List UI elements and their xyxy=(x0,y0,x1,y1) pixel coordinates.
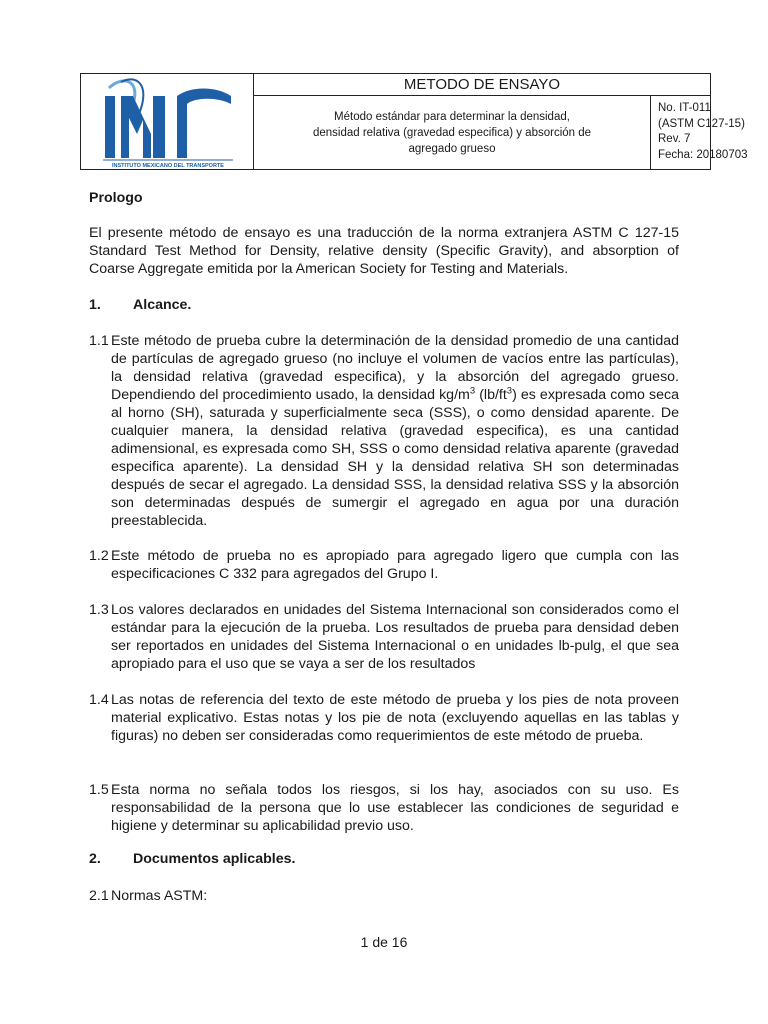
clause-number: 1.5 xyxy=(89,782,109,798)
section-number: 1. xyxy=(89,297,101,313)
clause-text: Este método de prueba no es apropiado para agregado ligero que cumpla con las especificaciones C 332 para agregados del Grupo I. xyxy=(111,548,679,582)
clause-text: Normas ASTM: xyxy=(111,888,208,904)
clause-text: Las notas de referencia del texto de este método de prueba y los pies de nota proveen material explicativo. Estas notas y los pie de nota (excluyendo aquellas en las tablas y figuras) no deben ser consideradas como requerimientos de este método de prueba. xyxy=(111,692,679,744)
clause-number: 1.4 xyxy=(89,692,109,708)
clause-number: 1.3 xyxy=(89,602,109,618)
clause-2-1 xyxy=(89,887,679,905)
page-number: 1 de 16 xyxy=(360,934,408,950)
document-number: No. IT-011 xyxy=(658,102,711,114)
clause-text-part: Este método de prueba cubre la determinación de la densidad promedio de una cantidad de partículas de agregado grueso (no incluye el volumen de vacíos entre las partículas), la densidad relativa (gravedad especifica), y la absorción del agregado grueso. Dependiendo del procedimiento usado, la densidad kg/m xyxy=(111,333,679,403)
imt-logo-mark xyxy=(81,74,254,169)
section-2-heading xyxy=(89,850,295,868)
clause-1-5 xyxy=(89,781,679,835)
revision: Rev. 7 xyxy=(658,133,691,145)
description-line: Método estándar para determinar la densidad, xyxy=(334,111,570,123)
clause-1-1 xyxy=(89,332,679,530)
clause-1-3 xyxy=(89,601,679,673)
clause-number: 1.1 xyxy=(89,333,109,349)
imt-logo xyxy=(81,74,254,169)
date: Fecha: 20180703 xyxy=(658,148,748,161)
document-meta xyxy=(651,96,748,169)
section-1-heading xyxy=(89,296,191,314)
clause-number: 1.2 xyxy=(89,548,109,564)
description-line: densidad relativa (gravedad especifica) y absorción de xyxy=(312,127,592,139)
section-number: 2. xyxy=(89,851,101,867)
clause-1-4 xyxy=(89,691,679,745)
prologo-paragraph: El presente método de ensayo es una traducción de la norma extranjera ASTM C 127-15 Standard Test Method for Density, relative density (Specific Gravity), and absorption of Coarse Aggregate emitida por la American Society for Testing and Materials. xyxy=(89,225,679,277)
svg-text:INSTITUTO MEXICANO DEL TRANSPO: INSTITUTO MEXICANO DEL TRANSPORTE xyxy=(112,163,224,169)
superscript: 3 xyxy=(506,385,513,397)
clause-text-part: ) es expresada como seca al horno (SH), saturada y superficialmente seca (SSS), o como densidad aparente. De cualquier manera, la densidad relativa (gravedad especifica), es una cantidad adimensional, es expresada como SH, SSS o como densidad relativa aparente (gravedad especifica aparente). La densidad SH y la densidad relativa SH son determinadas después de secar el agregado. La densidad SSS, la densidad relativa SSS y la absorción son determinadas después de sumergir el agregado en agua por una duración preestablecida. xyxy=(111,387,679,529)
section-title: Documentos aplicables. xyxy=(133,851,296,867)
document-header-table xyxy=(80,73,748,170)
section-title: Alcance. xyxy=(133,297,192,313)
clause-text: Esta norma no señala todos los riesgos, si los hay, asociados con su uso. Es responsabilidad de la persona que lo use establecer las condiciones de seguridad e higiene y determinar su aplicabilidad previo uso. xyxy=(111,782,679,834)
superscript: 3 xyxy=(469,385,476,397)
clause-text: Los valores declarados en unidades del Sistema Internacional son considerados como el estándar para la ejecución de la prueba. Los resultados de prueba para densidad deben ser reportados en unidades del Sistema Internacional o en unidades lb-pulg, el que sea apropiado para el uso que se vaya a ser de los resultados xyxy=(111,602,679,672)
astm-reference: (ASTM C127-15) xyxy=(658,117,745,130)
clause-text xyxy=(111,332,679,530)
clause-1-2 xyxy=(89,547,679,583)
clause-text-part: (lb/ft xyxy=(475,387,507,403)
prologo-heading: Prologo xyxy=(89,190,143,206)
document-description xyxy=(254,96,651,169)
description-line: agregado grueso xyxy=(408,143,496,155)
clause-number: 2.1 xyxy=(89,888,109,904)
document-type-title: METODO DE ENSAYO xyxy=(254,74,710,96)
